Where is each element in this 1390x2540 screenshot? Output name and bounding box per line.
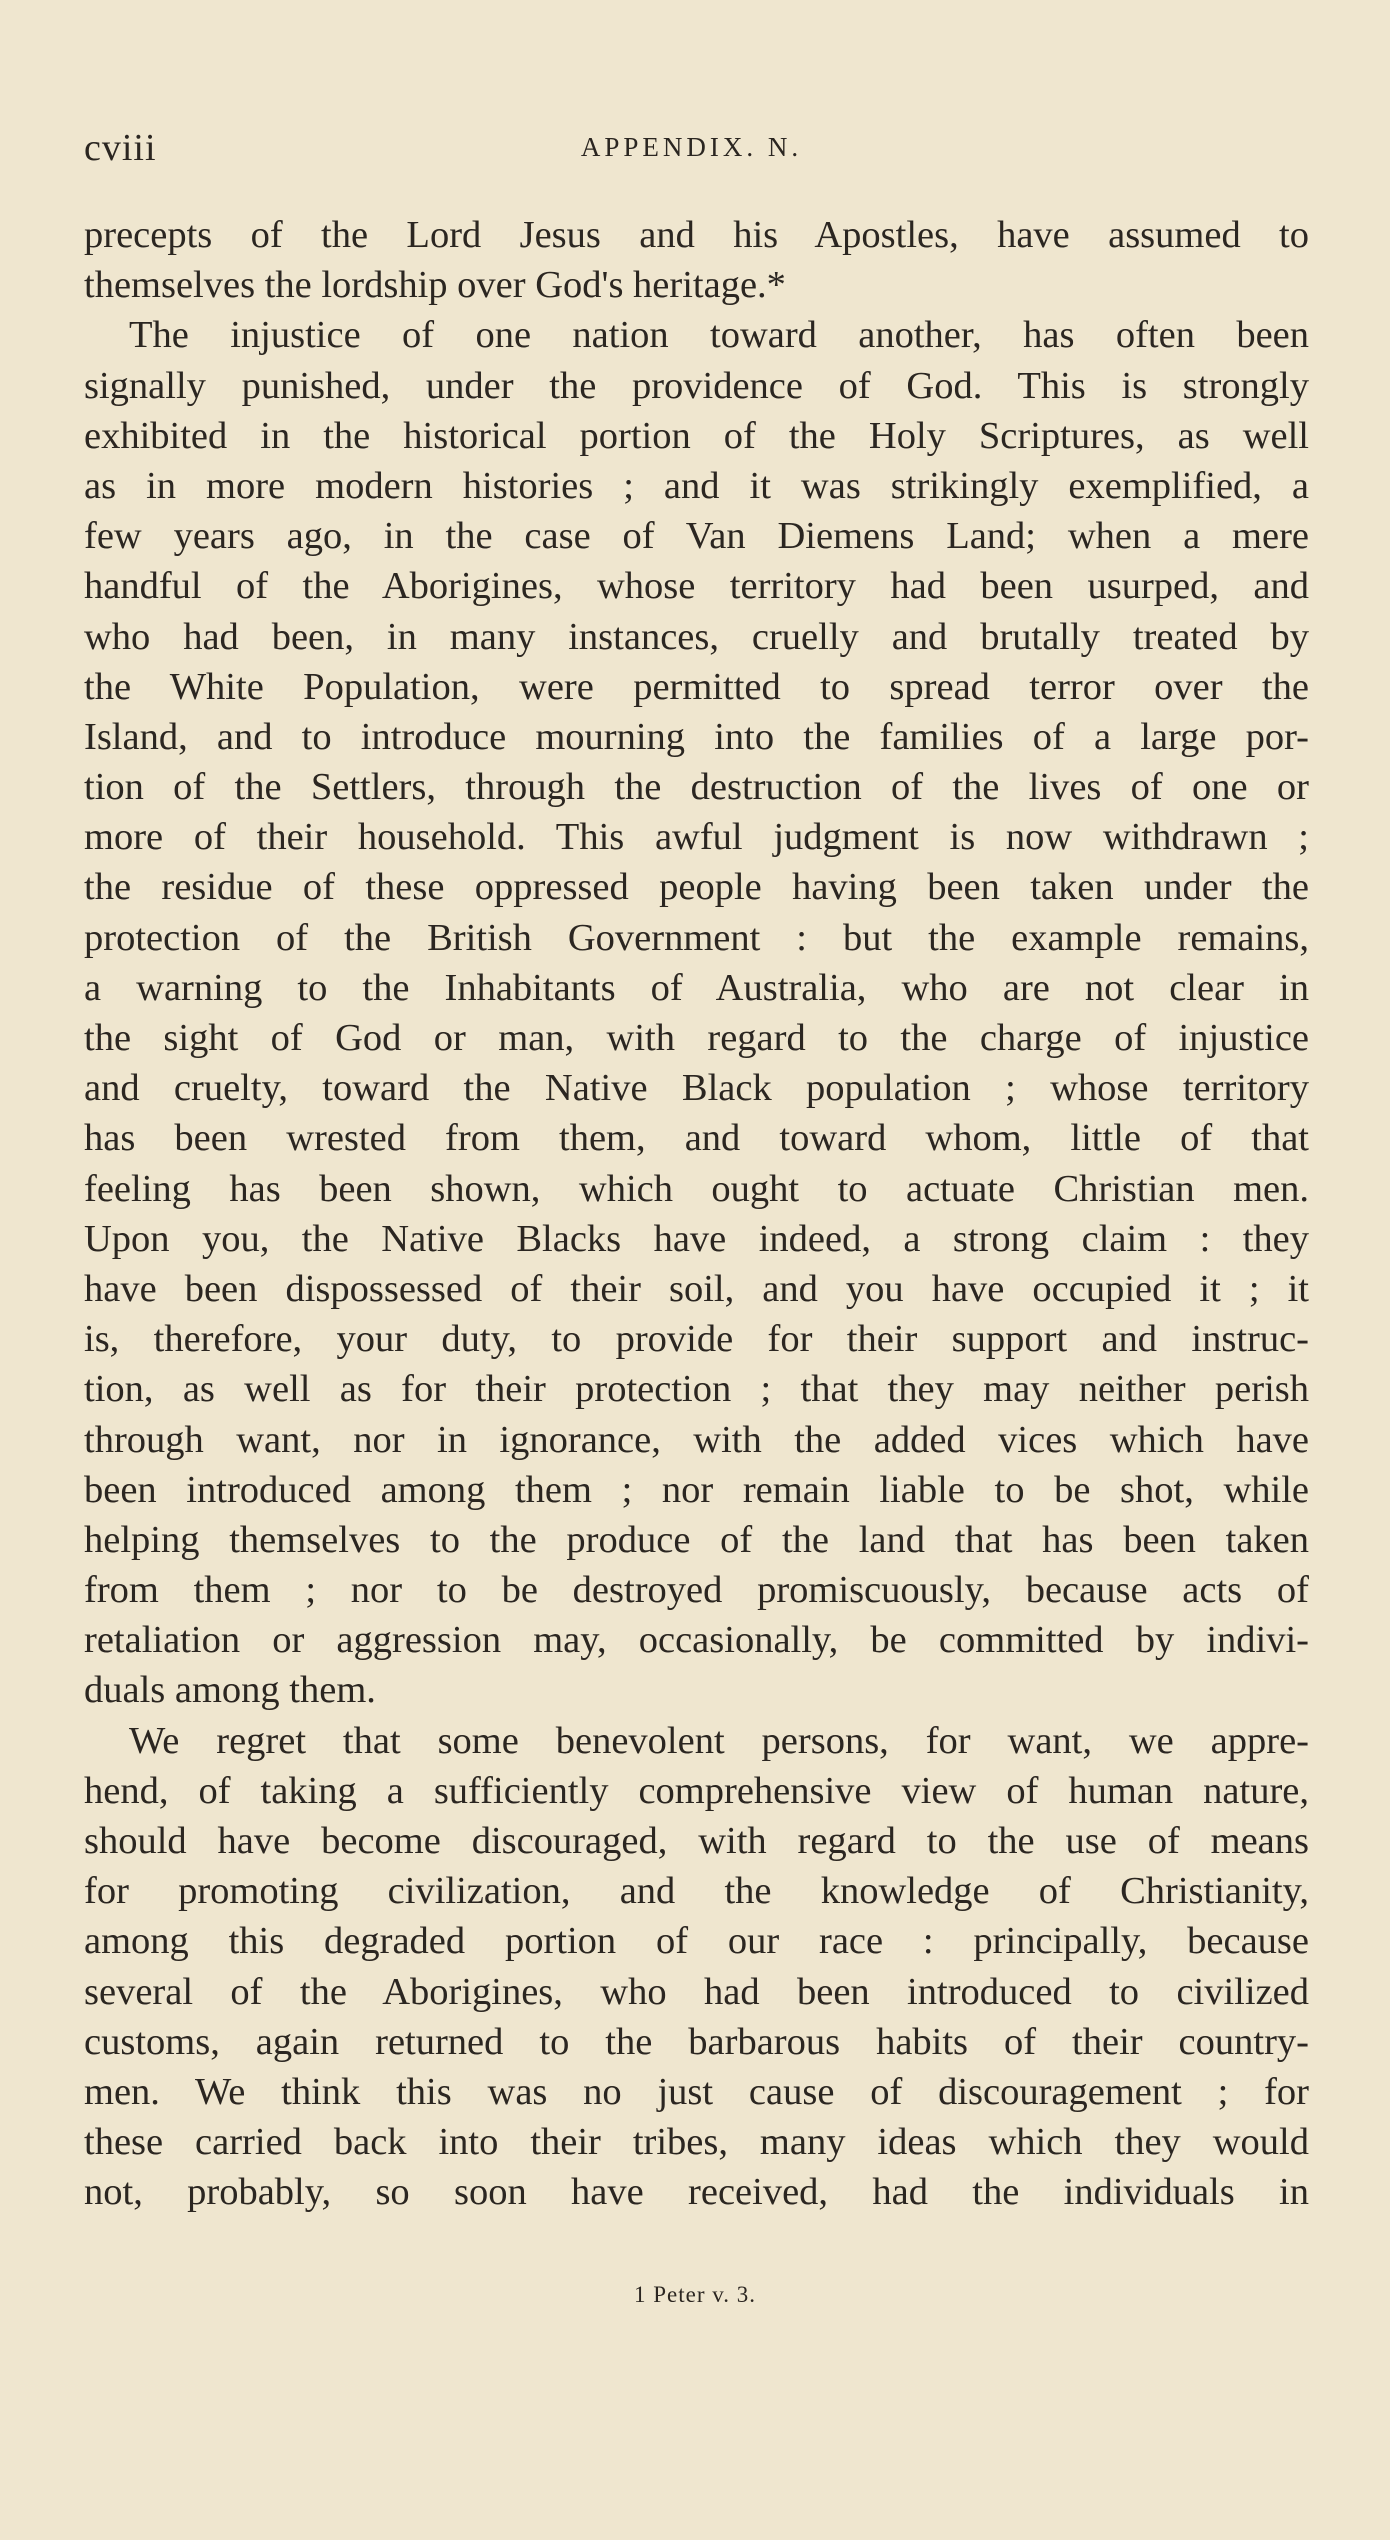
text-line: men. We think this was no just cause of discouragement ; for (84, 2070, 1309, 2113)
text-line: through want, nor in ignorance, with the added vices which have (84, 1418, 1309, 1461)
text-line: several of the Aborigines, who had been introduced to civilized (84, 1970, 1309, 2013)
text-line: should have become discouraged, with regard to the use of means (84, 1820, 1309, 1862)
text-line: customs, again returned to the barbarous habits of their country- (84, 2020, 1309, 2063)
text-line: been introduced among them ; nor remain liable to be shot, while (84, 1468, 1309, 1511)
text-line: tion, as well as for their protection ; that they may neither perish (84, 1368, 1309, 1411)
text-line: has been wrested from them, and toward whom, little of that (84, 1117, 1309, 1160)
text-line: among this degraded portion of our race : principally, because (84, 1920, 1309, 1963)
text-line: the sight of God or man, with regard to the charge of injustice (84, 1017, 1309, 1059)
text-line: retaliation or aggression may, occasionally, be committed by indivi- (84, 1619, 1309, 1662)
text-line: tion of the Settlers, through the destruction of the lives of one or (84, 766, 1309, 809)
text-line: more of their household. This awful judgment is now withdrawn ; (84, 816, 1309, 859)
paragraph-start-line: The injustice of one nation toward another, has often been (129, 314, 1309, 357)
text-line: helping themselves to the produce of the land that has been taken (84, 1518, 1309, 1561)
text-line: protection of the British Government : but the example remains, (84, 916, 1309, 959)
running-head (84, 126, 1299, 169)
text-line: and cruelty, toward the Native Black population ; whose territory (84, 1067, 1309, 1110)
text-line: Upon you, the Native Blacks have indeed, a strong claim : they (84, 1217, 1309, 1260)
paragraph-start-line: We regret that some benevolent persons, for want, we appre- (129, 1719, 1309, 1762)
text-line: Island, and to introduce mourning into the families of a large por- (84, 715, 1309, 758)
text-line: signally punished, under the providence of God. This is strongly (84, 364, 1309, 407)
text-line: is, therefore, your duty, to provide for their support and instruc- (84, 1318, 1309, 1361)
text-line: for promoting civilization, and the knowledge of Christianity, (84, 1870, 1309, 1913)
section-title: APPENDIX. N. (580, 132, 803, 162)
text-line: from them ; nor to be destroyed promiscuously, because acts of (84, 1569, 1309, 1612)
text-line: the residue of these oppressed people having been taken under the (84, 866, 1309, 909)
text-line: precepts of the Lord Jesus and his Apostles, have assumed to (84, 214, 1309, 256)
text-line: a warning to the Inhabitants of Australia, who are not clear in (84, 966, 1309, 1009)
body-text (84, 210, 1309, 2218)
text-line: themselves the lordship over God's heritage.* (84, 264, 786, 307)
page-number: cviii (84, 127, 157, 169)
text-line: handful of the Aborigines, whose territory had been usurped, and (84, 565, 1309, 608)
text-line: these carried back into their tribes, many ideas which they would (84, 2121, 1309, 2164)
text-line: the White Population, were permitted to spread terror over the (84, 665, 1309, 708)
text-line: as in more modern histories ; and it was strikingly exemplified, a (84, 464, 1309, 507)
text-line: not, probably, so soon have received, had the individuals in (84, 2171, 1309, 2214)
text-line: few years ago, in the case of Van Diemens Land; when a mere (84, 515, 1309, 558)
footnote: 1 Peter v. 3. (633, 2282, 756, 2307)
text-line: who had been, in many instances, cruelly and brutally treated by (84, 615, 1309, 658)
text-line: exhibited in the historical portion of the Holy Scriptures, as well (84, 414, 1309, 457)
text-line: have been dispossessed of their soil, and you have occupied it ; it (84, 1267, 1309, 1310)
text-line: duals among them. (84, 1669, 376, 1712)
text-line: hend, of taking a sufficiently comprehensive view of human nature, (84, 1769, 1309, 1812)
text-line: feeling has been shown, which ought to actuate Christian men. (84, 1167, 1309, 1210)
